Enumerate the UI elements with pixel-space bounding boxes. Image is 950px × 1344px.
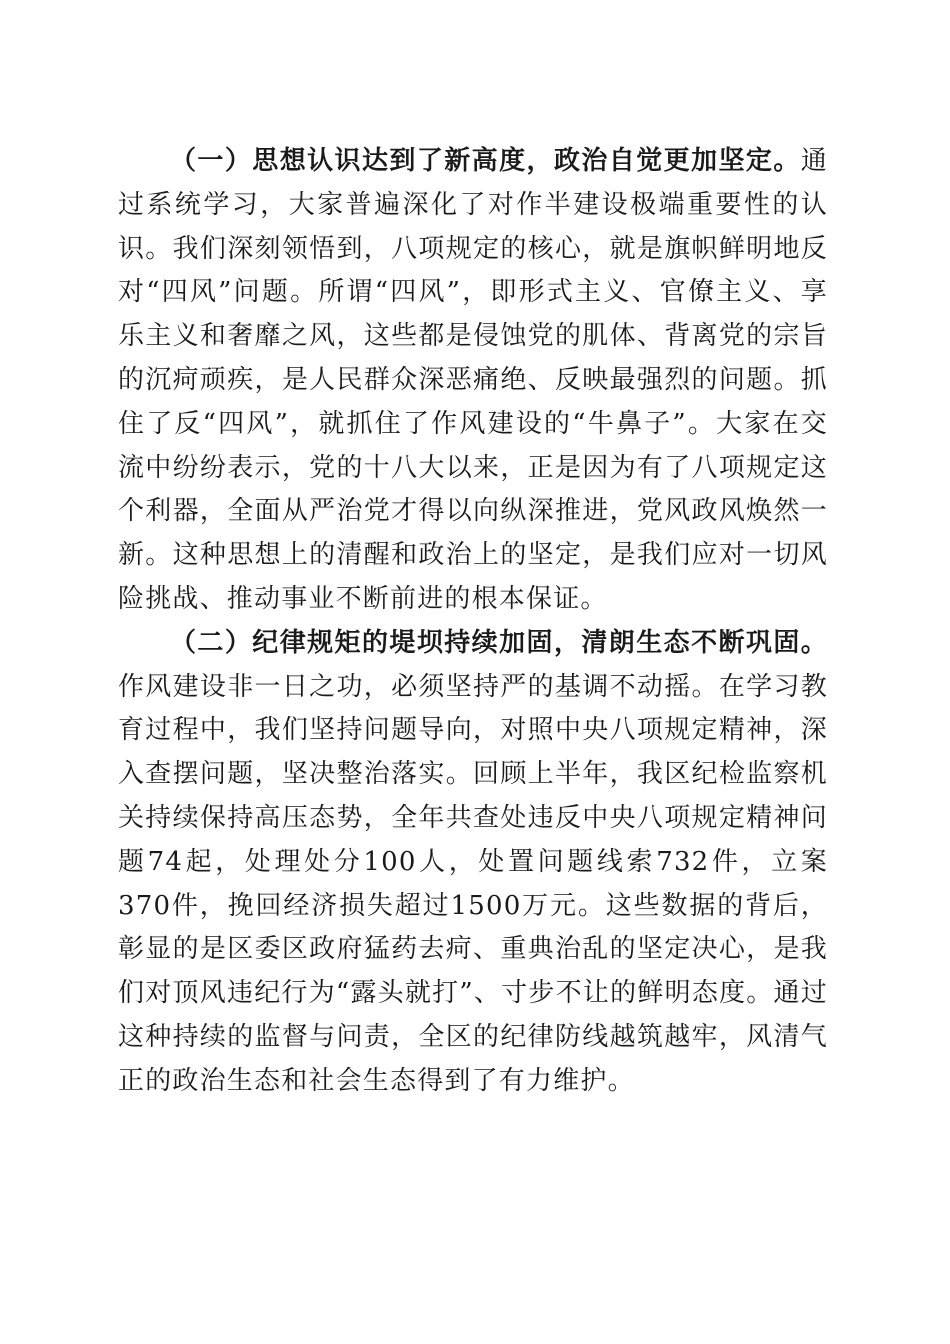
paragraph-2	[118, 622, 828, 1104]
document-body	[118, 140, 828, 1104]
paragraph-2-text: 作风建设非一日之功，必须坚持严的基调不动摇。在学习教育过程中，我们坚持问题导向，对照中央八项规定精神，深入查摆问题，坚决整治落实。回顾上半年，我区纪检监察机关持续保持高压态势，全年共查处违反中央八项规定精神问题74起，处理处分100人，处置问题线索732件，立案370件，挽回经济损失超过1500万元。这些数据的背后，彰显的是区委区政府猛药去疴、重典治乱的坚定决心，是我们对顶风违纪行为“露头就打”、寸步不让的鲜明态度。通过这种持续的监督与问责，全区的纪律防线越筑越牢，风清气正的政治生态和社会生态得到了有力维护。	[118, 671, 828, 1096]
paragraph-1	[118, 140, 828, 622]
paragraph-2-heading: （二）纪律规矩的堤坝持续加固，清朗生态不断巩固。	[170, 627, 828, 658]
paragraph-1-text: 通过系统学习，大家普遍深化了对作半建设极端重要性的认识。我们深刻领悟到，八项规定的核心，就是旗帜鲜明地反对“四风”问题。所谓“四风”，即形式主义、官僚主义、享乐主义和奢靡之风，这些都是侵蚀党的肌体、背离党的宗旨的沉疴顽疾，是人民群众深恶痛绝、反映最强烈的问题。抓住了反“四风”，就抓住了作风建设的“牛鼻子”。大家在交流中纷纷表示，党的十八大以来，正是因为有了八项规定这个利器，全面从严治党才得以向纵深推进，党风政风焕然一新。这种思想上的清醒和政治上的坚定，是我们应对一切风险挑战、推动事业不断前进的根本保证。	[118, 146, 828, 614]
paragraph-1-heading: （一）思想认识达到了新高度，政治自觉更加坚定。	[170, 146, 801, 176]
